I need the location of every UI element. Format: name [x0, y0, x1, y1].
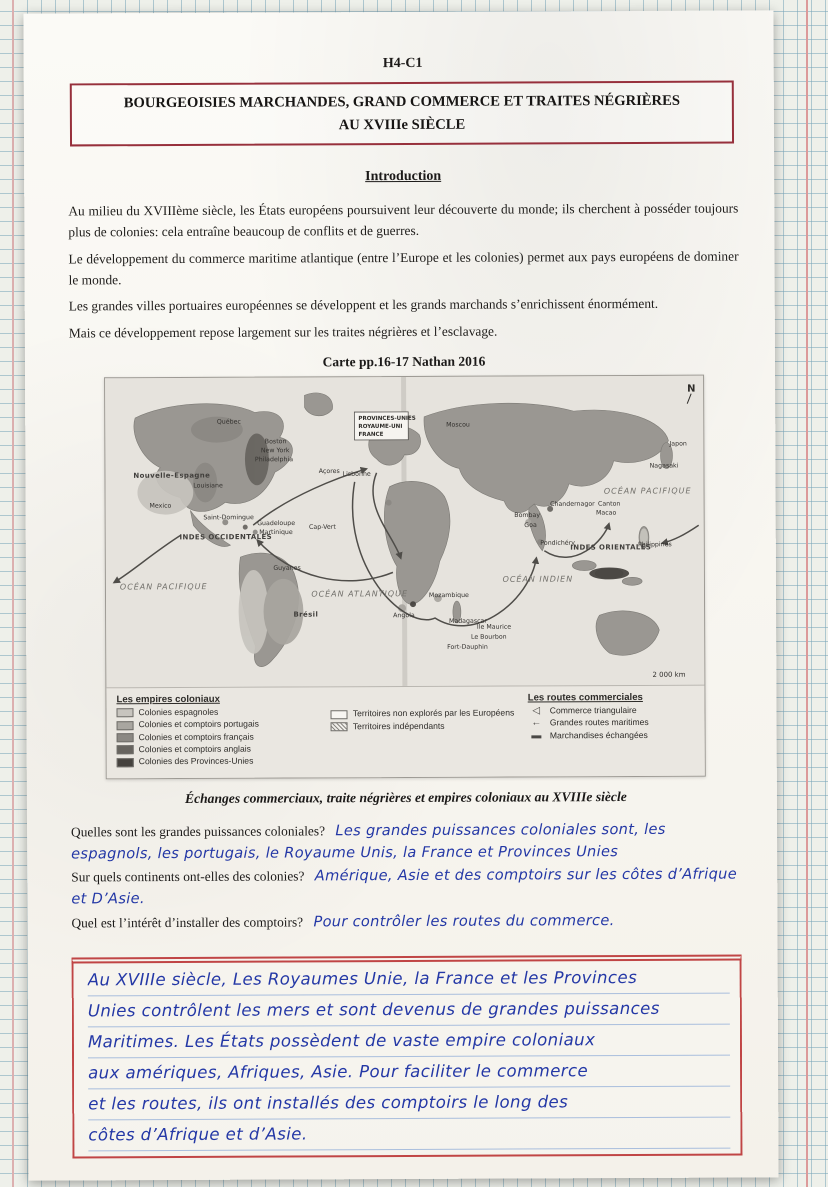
map-label: Bombay	[514, 511, 541, 519]
doc-code: H4-C1	[382, 55, 423, 72]
legend-routes-title: Les routes commerciales	[527, 691, 643, 704]
notebook-margin-line	[806, 0, 808, 1187]
map-label: Canton	[597, 500, 621, 508]
legend-item	[116, 707, 318, 718]
map-label: OCÉAN INDIEN	[502, 574, 574, 584]
legend-label: Colonies des Provinces-Unies	[138, 755, 254, 767]
map-label: Pondichéry	[540, 539, 575, 547]
question-block	[71, 910, 741, 935]
handwritten-answer: Pour contrôler les routes du commerce.	[313, 912, 615, 931]
conclusion-line: côtes d’Afrique et d’Asie.	[88, 1118, 730, 1152]
legend-empires	[116, 693, 319, 770]
map-label: Moscou	[446, 421, 470, 429]
map-label: INDES ORIENTALES	[570, 543, 652, 552]
map-label: Boston	[264, 438, 287, 446]
map-label: Guadeloupe	[257, 519, 296, 527]
worksheet-page	[23, 10, 778, 1180]
map-label: INDES OCCIDENTALES	[179, 532, 273, 542]
map-title-caption: Échanges commerciaux, traite négrières et empires coloniaux au XVIIIe siècle	[184, 788, 627, 806]
notebook-margin-line-left	[12, 0, 14, 1187]
legend-item	[331, 721, 516, 732]
map-label: Louisiane	[193, 482, 223, 490]
color-swatch	[116, 708, 133, 717]
map-label: Angola	[393, 611, 415, 620]
map-label: Nouvelle-Espagne	[133, 471, 211, 480]
map-label: Brésil	[293, 610, 319, 619]
map-label: ROYAUME-UNI	[358, 423, 403, 430]
legend-item	[117, 732, 319, 743]
color-swatch	[117, 745, 134, 754]
map-label: Japon	[669, 440, 687, 448]
map-label: FRANCE	[358, 431, 384, 438]
map-label: Philadelphia	[254, 455, 294, 464]
intro-paragraph: Les grandes villes portuaires européennes se développent et les grands marchands s’enrichissent énormément.	[68, 296, 659, 314]
legend-label: Territoires indépendants	[352, 720, 445, 731]
question-text: Sur quels continents ont-elles des colonies?	[71, 868, 305, 885]
legend-item	[117, 720, 319, 731]
map-label: Lisbonne	[342, 470, 371, 478]
map-label: Mexico	[149, 502, 172, 510]
triangular-trade-icon: ◁	[532, 705, 541, 717]
legend-item	[528, 705, 695, 716]
map-label: Fort-Dauphin	[447, 643, 488, 651]
question-text: Quel est l’intérêt d’installer des comptoirs?	[71, 914, 304, 931]
map-label: OCÉAN PACIFIQUE	[603, 486, 692, 496]
legend-territories	[331, 692, 516, 769]
legend-label: Commerce triangulaire	[549, 704, 637, 716]
conclusion-line: aux amériques, Afriques, Asie. Pour faciliter le commerce	[88, 1056, 730, 1090]
legend-label: Marchandises échangées	[549, 729, 648, 741]
map-label: Macao	[595, 509, 617, 517]
title-line1: BOURGEOISIES MARCHANDES, GRAND COMMERCE ET TRAITES NÉGRIÈRES	[123, 92, 680, 112]
independent-swatch	[331, 722, 348, 731]
title-box	[70, 81, 734, 147]
world-map-svg	[105, 375, 704, 687]
map-label: Goa	[524, 521, 537, 529]
legend-item	[331, 709, 516, 720]
map-label: Québec	[216, 418, 241, 426]
color-swatch	[117, 721, 134, 730]
legend-label: Colonies et comptoirs portugais	[138, 718, 259, 730]
legend-label: Colonies espagnoles	[138, 706, 219, 717]
map-label: Saint-Domingue	[203, 513, 254, 522]
handwritten-answer: Les grandes puissances coloniales sont, les espagnols, les portugais, le Royaume Unis, la France et Provinces Unies	[71, 820, 666, 862]
conclusion-box	[72, 955, 743, 1159]
legend-item	[117, 757, 319, 768]
map-label: 2 000 km	[652, 670, 686, 679]
map-label: Île Maurice	[476, 623, 512, 631]
map-label: Le Bourbon	[470, 633, 507, 641]
map-label: Nagasaki	[649, 462, 679, 470]
legend-label: Grandes routes maritimes	[549, 717, 649, 728]
intro-paragraph: Mais ce développement repose largement sur les traites négrières et l’esclavage.	[68, 323, 498, 341]
section-heading: Introduction	[365, 169, 442, 185]
conclusion-line: Unies contrôlent les mers et sont devenus de grandes puissances	[88, 994, 730, 1028]
maritime-route-icon: ←	[531, 717, 542, 729]
goods-exchanged-icon: ▬	[531, 730, 542, 742]
map-source-caption: Carte pp.16-17 Nathan 2016	[322, 353, 486, 370]
map-legend	[106, 684, 704, 777]
handwritten-answer: Amérique, Asie et des comptoirs sur les côtes d’Afrique et D’Asie.	[71, 865, 738, 908]
conclusion-line: Au XVIIIe siècle, Les Royaumes Unie, la France et les Provinces	[88, 963, 730, 997]
map-label: Philippines	[637, 541, 672, 549]
conclusion-line: et les routes, ils ont installés des comptoirs le long des	[88, 1087, 730, 1121]
question-text: Quelles sont les grandes puissances coloniales?	[70, 822, 326, 840]
map-label: New York	[260, 447, 290, 455]
legend-label: Colonies et comptoirs anglais	[138, 743, 251, 755]
map-label: OCÉAN ATLANTIQUE	[311, 589, 409, 599]
map-label: Madagascar	[448, 617, 487, 625]
legend-empires-title: Les empires coloniaux	[116, 693, 220, 706]
map-label: Chandernagor	[550, 500, 595, 508]
map-label: Guyanes	[273, 564, 301, 572]
question-block	[71, 864, 741, 911]
map-label: OCÉAN PACIFIQUE	[119, 581, 208, 592]
legend-label: Territoires non explorés par les Européens	[352, 707, 515, 719]
conclusion-line: Maritimes. Les États possèdent de vaste empire coloniaux	[88, 1025, 730, 1059]
title-line2: AU XVIIIe SIÈCLE	[338, 116, 466, 133]
map-figure	[104, 374, 706, 778]
map-label: Mozambique	[428, 591, 469, 599]
legend-item	[528, 730, 695, 741]
legend-routes	[528, 691, 695, 768]
map-label: Cap-Vert	[309, 523, 336, 531]
question-block	[71, 818, 741, 865]
intro-paragraph: Le développement du commerce maritime atlantique (entre l’Europe et les colonies) permet aux pays européens de dominer le monde.	[68, 248, 739, 287]
legend-item	[117, 744, 319, 755]
map-label: Martinique	[259, 528, 293, 536]
legend-item	[528, 718, 695, 729]
map-label: N	[687, 383, 696, 395]
map-label: Açores	[318, 467, 340, 475]
unexplored-swatch	[331, 710, 348, 719]
color-swatch	[117, 758, 134, 767]
color-swatch	[117, 733, 134, 742]
legend-label: Colonies et comptoirs français	[138, 731, 254, 742]
questions-section	[71, 816, 742, 936]
intro-paragraph: Au milieu du XVIIIème siècle, les États européens poursuivent leur découverte du monde; ils cherchent à posséder toujours plus de colonies: cela entraîne beaucoup de conflits et de guerres.	[68, 200, 739, 240]
map-label: PROVINCES-UNIES	[358, 415, 416, 422]
